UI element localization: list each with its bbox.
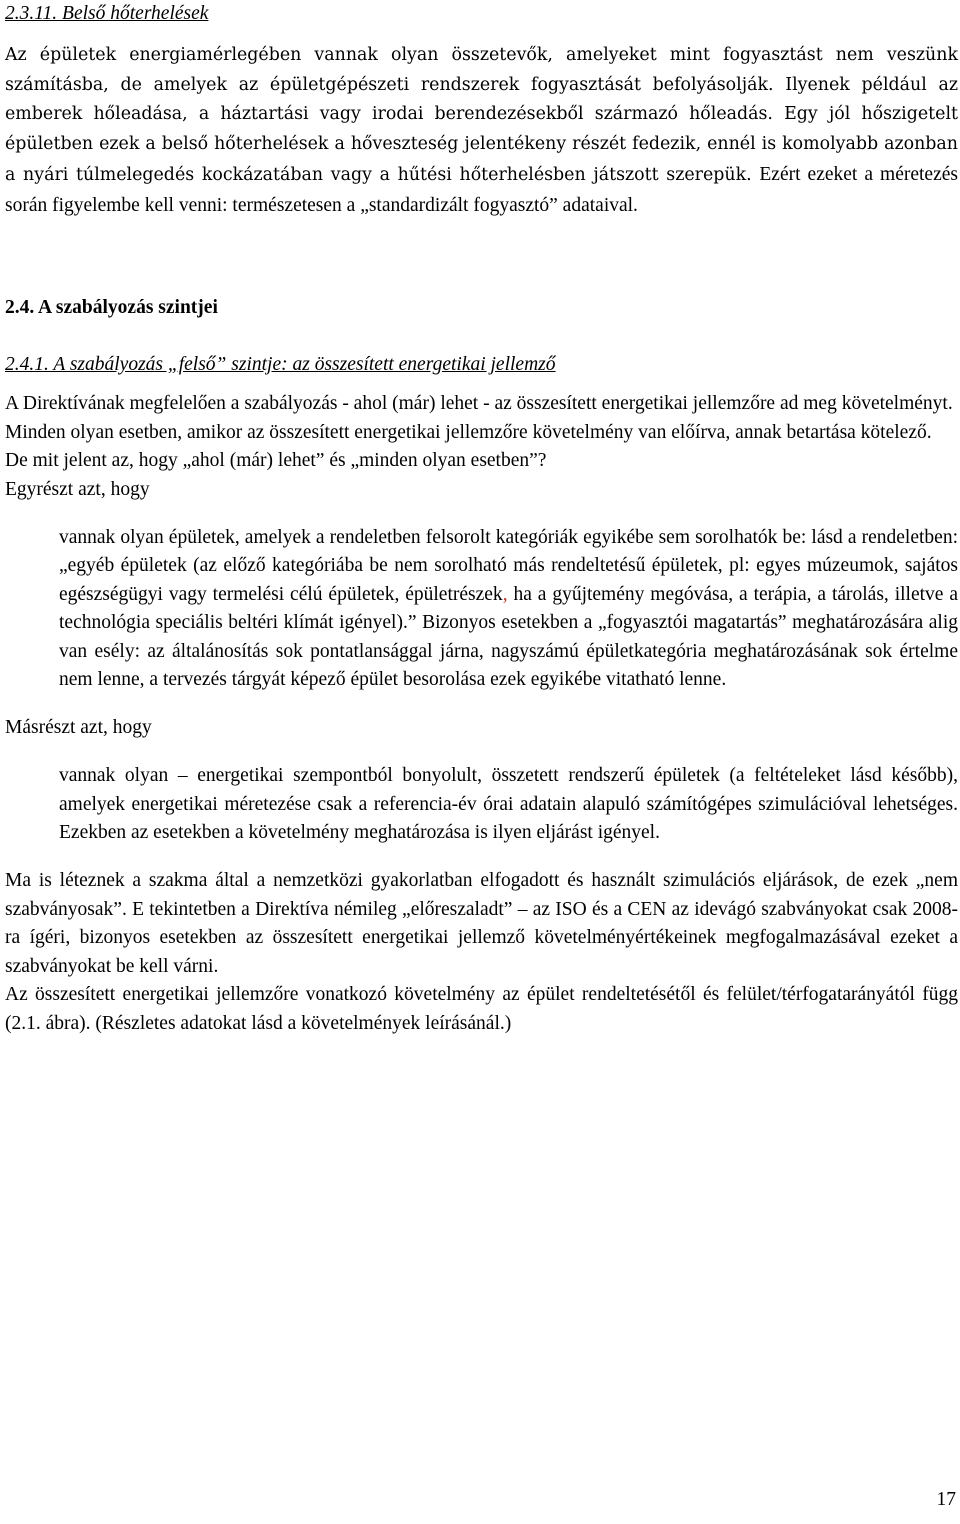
paragraph-requirement: Az összesített energetikai jellemzőre vonatkozó követelmény az épület rendeltetésétől és felület/térfogatarányától függ (2.1. ábra). (Részletes adatokat lásd a követelmények leírásánál.) [5, 984, 958, 1034]
paragraph-text-3: Ezért ezeket a méretezés során figyelembe kell venni: természetesen a „standardizált fogyasztó” adataival. [5, 163, 958, 216]
paragraph-mandatory: Minden olyan esetben, amikor az összesített energetikai jellemzőre követelmény van előírva, annak betartása kötelező. [5, 421, 932, 443]
indented-paragraph-second: vannak olyan – energetikai szempontból bonyolult, összetett rendszerű épületek (a feltételeket lásd később), amelyek energetikai méretezése csak a referencia-év órai adatain alapuló számítógépes szimulációval lehetséges. Ezekben az esetekben a követelmény meghatározása is ilyen eljárást igényel. [59, 765, 958, 843]
indent-red-comma: , [502, 583, 508, 605]
heading-text: 2.4.1. A szabályozás „felső” szintje: az összesített energetikai jellemző [5, 354, 556, 375]
page-number: 17 [936, 1489, 956, 1510]
paragraph-directive: A Direktívának megfelelően a szabályozás - ahol (már) lehet - az összesített energetikai jellemzőre ad meg követelményt. [5, 393, 953, 414]
indented-paragraph-first [59, 524, 958, 695]
paragraph-internal-loads [5, 41, 958, 221]
list-label-first: Egyrészt azt, hogy [5, 478, 150, 500]
indent-text-a: vannak olyan épületek, amelyek a rendeletben felsorolt kategóriák egyikébe sem sorolhatók be: lásd a rendeletben: „egyéb épületek (az előző kategóriába be nem sorolható más rendeltetésű épületek, pl: egyes múzeumok, sajátos egészségügyi vagy termelési célú épületek, épületrészek [59, 526, 958, 605]
section-body-2-4-1 [5, 390, 958, 1038]
section-heading-2-4-1 [5, 351, 958, 380]
paragraph-question: De mit jelent az, hogy „ahol (már) lehet” és „minden olyan esetben”? [5, 450, 547, 471]
indent-text-b: ha a gyűjtemény megóvása, a terápia, a tárolás, illetve a technológia speciális beltéri klímát igényel).” Bizonyos esetekben a „fogyasztói magatartás” meghatározására alig van esély: az általánosítás sok pontatlansággal járna, nagyszámú épületkategória meghatározásának sok értelme nem lenne, a tervezés tárgyát képező épület besorolása ezek egyikébe vitatható lenne. [59, 583, 958, 690]
paragraph-text-2: Egy jól hőszigetelt épületben ezek a belső hőterhelések a hőveszteség jelentékeny részét fedezik, ennél is komolyabb azonban a nyári túlmelegedés kockázatában vagy a hűtési hőterhelésben játszott szerepük. [5, 104, 958, 185]
paragraph-text-1: Az épületek energiamérlegében vannak olyan összetevők, amelyeket mint fogyasztást nem veszünk számításba, de amelyek az épületgépészeti rendszerek fogyasztását befolyásolják. Ilyenek például az emberek hőleadása, a háztartási vagy irodai berendezésekből származó hőleadás. [5, 45, 958, 125]
section-heading-2-3-11 [5, 0, 958, 29]
heading-text: 2.4. A szabályozás szintjei [5, 297, 218, 318]
list-label-second: Másrészt azt, hogy [5, 717, 152, 738]
section-heading-2-4 [5, 294, 958, 323]
paragraph-simulation: Ma is léteznek a szakma által a nemzetközi gyakorlatban elfogadott és használt szimulációs eljárások, de ezek „nem szabványosak”. E tekintetben a Direktíva némileg „előreszaladt” – az ISO és a CEN az idevágó szabványokat csak 2008-ra ígéri, bizonyos esetekben az összesített energetikai jellemző követelményértékeinek megfogalmazásával ezeket a szabványokat be kell várni. [5, 870, 958, 977]
heading-text: 2.3.11. Belső hőterhelések [5, 3, 209, 24]
